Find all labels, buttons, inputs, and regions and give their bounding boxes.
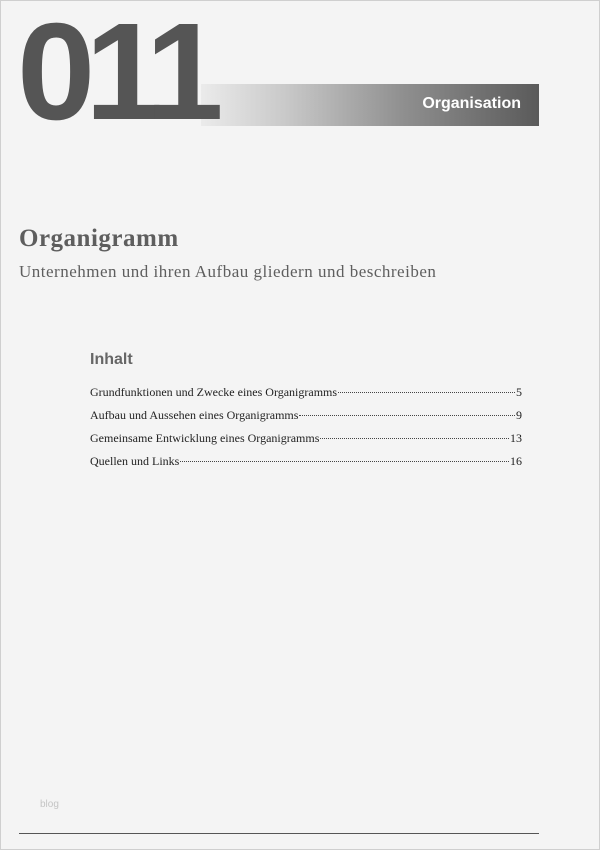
toc-entry-title: Aufbau und Aussehen eines Organigramms (90, 408, 299, 422)
toc-entry-page: 13 (510, 431, 522, 445)
footer-watermark: blog (40, 799, 59, 810)
page-subtitle: Unternehmen und ihren Aufbau gliedern und beschreiben (19, 262, 437, 281)
toc-entry[interactable] (90, 454, 522, 477)
toc-entry-title: Gemeinsame Entwicklung eines Organigramms (90, 431, 320, 445)
footer-divider (19, 833, 539, 834)
toc-entry-title: Quellen und Links (90, 454, 180, 468)
toc-leader-dots (299, 415, 515, 416)
toc-leader-dots (320, 438, 509, 439)
toc-entry-title: Grundfunktionen und Zwecke eines Organigramms (90, 385, 338, 399)
toc-entry[interactable] (90, 408, 522, 431)
toc-entry[interactable] (90, 431, 522, 454)
toc-leader-dots (180, 461, 509, 462)
table-of-contents (90, 385, 522, 477)
section-label: Organisation (422, 95, 521, 112)
page-title: Organigramm (19, 225, 179, 252)
toc-entry[interactable] (90, 385, 522, 408)
toc-leader-dots (338, 392, 515, 393)
toc-entry-page: 5 (516, 385, 522, 399)
section-banner (201, 84, 539, 126)
toc-entry-page: 9 (516, 408, 522, 422)
toc-entry-page: 16 (510, 454, 522, 468)
toc-heading: Inhalt (90, 351, 133, 368)
chapter-number: 011 (17, 0, 214, 149)
